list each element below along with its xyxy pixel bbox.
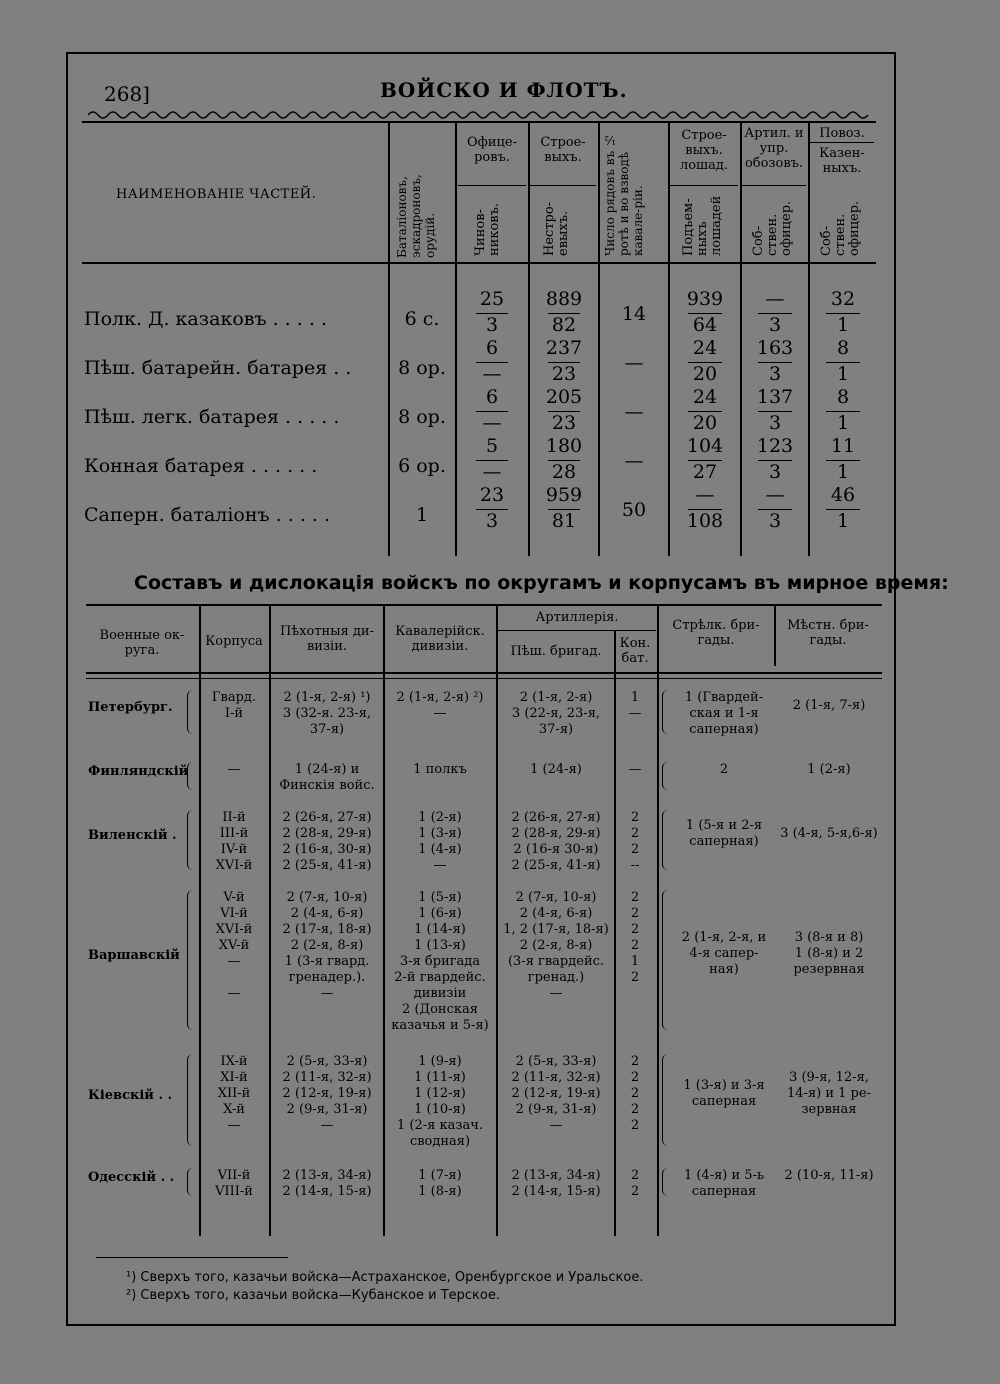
curly-brace (187, 1168, 196, 1196)
t2-pesh-cell: 2 (4-я, 6-я) (519, 906, 593, 921)
t2-strelk-cell: саперная) (689, 834, 759, 849)
col-header-officers-sub: Чинов-никовъ. (473, 202, 502, 256)
row-com-bottom: 28 (551, 461, 577, 483)
okrug-name: Виленскій . (88, 828, 177, 843)
fraction-line (476, 460, 508, 461)
row-art-bottom: 3 (768, 363, 782, 385)
t2-korpus-cell: Гвард. (211, 690, 257, 705)
row-kaz-top: 11 (830, 435, 856, 457)
t2-pesh-cell: (3-я гвардейс. (507, 954, 605, 969)
t2-korpus-cell: III-й (219, 826, 249, 841)
row-art-top: — (765, 484, 785, 506)
t2-kon-cell: 2 (630, 826, 640, 841)
t2-pesh-cell: 2 (11-я, 32-я) (511, 1070, 601, 1085)
col-header-horses: Строе-выхъ. лошад. (679, 128, 729, 173)
row-kaz-bottom: 1 (836, 461, 850, 483)
t2-pesh-cell: 2 (2-я, 8-я) (519, 938, 593, 953)
t2-mestn-cell: 1 (8-я) и 2 (794, 946, 864, 961)
t2-pekh-cell: Финскія войс. (279, 778, 375, 793)
row-bat: 6 с. (404, 308, 440, 330)
t2-mestn-cell: 14-я) и 1 ре- (787, 1086, 871, 1101)
fraction-line (826, 362, 860, 363)
t2-pekh-cell: 2 (2-я, 8-я) (290, 938, 364, 953)
t2-pesh-cell: 2 (7-я, 10-я) (515, 890, 597, 905)
t2-pesh-cell: 2 (14-я, 15-я) (511, 1184, 601, 1199)
t2-korpus-cell: — (227, 954, 241, 969)
t2-kon-cell: 2 (630, 1168, 640, 1183)
t2-header-artil: Артиллерія. (535, 610, 619, 625)
t2-korpus-cell: XVI-й (215, 922, 253, 937)
t2-header-okrug: Военные ок-руга. (99, 628, 185, 658)
t2-kav-cell: 1 полкъ (413, 762, 467, 777)
t2-header-artil-pesh: Пѣш. бригад. (510, 644, 602, 659)
curly-brace (662, 690, 669, 734)
row-ranks: — (624, 401, 644, 423)
okrug-name: Одесскій . . (88, 1170, 175, 1185)
row-hor-top: 939 (686, 288, 724, 310)
row-art-top: 163 (756, 337, 794, 359)
fraction-line (548, 411, 580, 412)
t2-pesh-cell: 2 (5-я, 33-я) (515, 1054, 597, 1069)
t2-korpus-cell: XV-й (218, 938, 250, 953)
t2-mestn-cell: 2 (1-я, 7-я) (792, 698, 866, 713)
t2-kav-cell: 1 (5-я) (418, 890, 462, 905)
t2-kav-cell: 1 (12-я) (414, 1086, 466, 1101)
t2-kav-cell: 1 (2-я казач. (397, 1118, 483, 1133)
t2-pekh-cell: 2 (14-я, 15-я) (282, 1184, 372, 1199)
t2-pekh-cell: 2 (28-я, 29-я) (282, 826, 372, 841)
col-header-kazen: Казен-ныхъ. (819, 146, 865, 176)
t2-pekh-cell: 1 (3-я гвард. (284, 954, 370, 969)
page-title: ВОЙСКО И ФЛОТЪ. (380, 78, 628, 102)
t2-pekh-cell: 3 (32-я. 23-я, (282, 706, 372, 721)
curly-brace (187, 890, 196, 1030)
t2-header-pekh: Пѣхотныя ди-визіи. (280, 624, 374, 654)
t2-pesh-cell: гренад.) (527, 970, 585, 985)
t2-strelk-cell: 1 (Гвардей- (684, 690, 764, 705)
t2-pesh-cell: 2 (25-я, 41-я) (511, 858, 601, 873)
t2-pekh-cell: 2 (17-я, 18-я) (282, 922, 372, 937)
row-com-top: 959 (545, 484, 583, 506)
row-ranks: 50 (621, 499, 647, 521)
t2-pekh-cell: 37-я) (309, 722, 345, 737)
t2-header-mestn: Мѣстн. бри-гады. (787, 618, 869, 648)
t2-pesh-cell: 37-я) (538, 722, 574, 737)
fraction-line (826, 509, 860, 510)
t2-pekh-cell: гренадер.). (288, 970, 366, 985)
t2-korpus-cell: XVI-й (215, 858, 253, 873)
t2-kav-cell: 2 (1-я, 2-я) ²) (396, 690, 484, 705)
t2-kon-cell: 2 (630, 890, 640, 905)
t2-mestn-cell: 1 (2-я) (807, 762, 851, 777)
row-ranks: — (624, 450, 644, 472)
t2-pesh-cell: — (549, 986, 563, 1001)
t2-kon-cell: 2 (630, 906, 640, 921)
t2-pesh-cell: 1, 2 (17-я, 18-я) (503, 922, 609, 937)
t2-pekh-cell: 2 (9-я, 31-я) (286, 1102, 368, 1117)
okrug-name: Финляндскій (88, 764, 189, 779)
t2-kon-cell: 2 (630, 922, 640, 937)
t2-strelk-cell: саперная) (689, 722, 759, 737)
col-header-ranks: Число рядовъ въ ½ ротѣ и во взводѣ кавале-ріи. (603, 133, 645, 256)
fraction-line (758, 509, 792, 510)
fraction-line (476, 411, 508, 412)
t2-kav-cell: 1 (14-я) (414, 922, 466, 937)
t2-pesh-cell: 2 (16-я 30-я) (513, 842, 599, 857)
t2-pesh-cell: 2 (12-я, 19-я) (511, 1086, 601, 1101)
col-header-officers: Офице-ровъ. (467, 135, 517, 165)
row-off-top: 25 (479, 288, 505, 310)
col-header-horses-sub: Подъем-ныхъ лошадей (681, 195, 724, 256)
t2-pekh-cell: — (320, 986, 334, 1001)
row-kaz-bottom: 1 (836, 363, 850, 385)
t2-strelk-cell: 1 (3-я) и 3-я (683, 1078, 765, 1093)
t2-kon-cell: 2 (630, 1102, 640, 1117)
row-name: Пѣш. батарейн. батарея . . (84, 357, 352, 379)
t2-korpus-cell: — (227, 762, 241, 777)
row-off-top: 6 (485, 386, 499, 408)
t2-mestn-cell: 2 (10-я, 11-я) (784, 1168, 874, 1183)
t2-kon-cell: 2 (630, 938, 640, 953)
fraction-line (688, 509, 722, 510)
row-hor-bottom: 20 (692, 412, 718, 434)
col-header-combat-sub: Нестро-евыхъ. (542, 201, 571, 256)
col-header-combat: Строе-выхъ. (540, 135, 586, 165)
t2-pekh-cell: 2 (26-я, 27-я) (282, 810, 372, 825)
t2-kav-cell: 1 (10-я) (414, 1102, 466, 1117)
t2-korpus-cell: X-й (223, 1102, 245, 1117)
fraction-line (826, 411, 860, 412)
fraction-line (688, 460, 722, 461)
t2-kon-cell: -- (630, 858, 640, 873)
row-hor-top: 104 (686, 435, 724, 457)
col-header-kazen-sub: Соб-ствен. офицер. (819, 200, 862, 256)
t2-kav-cell: 1 (4-я) (418, 842, 462, 857)
t2-kon-cell: 2 (630, 810, 640, 825)
row-off-top: 5 (485, 435, 499, 457)
t2-pesh-cell: 1 (24-я) (530, 762, 582, 777)
t2-kon-cell: 2 (630, 1118, 640, 1133)
t2-pekh-cell: 2 (1-я, 2-я) ¹) (283, 690, 371, 705)
t2-pekh-cell: 1 (24-я) и (294, 762, 360, 777)
t2-pekh-cell: 2 (5-я, 33-я) (286, 1054, 368, 1069)
row-com-top: 237 (545, 337, 583, 359)
t2-kav-cell: 1 (7-я) (418, 1168, 462, 1183)
t2-kon-cell: 2 (630, 1070, 640, 1085)
row-kaz-top: 8 (836, 386, 850, 408)
t2-korpus-cell: I-й (224, 706, 244, 721)
row-com-top: 205 (545, 386, 583, 408)
row-bat: 1 (415, 504, 429, 526)
t2-korpus-cell: IV-й (220, 842, 248, 857)
fraction-line (688, 411, 722, 412)
fraction-line (548, 509, 580, 510)
col-header-bat: Баталіоновъ, эскадроновъ, орудій. (395, 174, 437, 258)
fraction-line (476, 313, 508, 314)
fraction-line (476, 362, 508, 363)
row-kaz-top: 32 (830, 288, 856, 310)
row-kaz-top: 8 (836, 337, 850, 359)
t2-pekh-cell: 2 (16-я, 30-я) (282, 842, 372, 857)
t2-korpus-cell: — (227, 1118, 241, 1133)
row-ranks: 14 (621, 303, 647, 325)
col-header-povoz: Повоз. (819, 126, 865, 141)
t2-korpus-cell: II-й (222, 810, 246, 825)
t2-kav-cell: 1 (2-я) (418, 810, 462, 825)
t2-korpus-cell: VIII-й (215, 1184, 253, 1199)
col-header-name: НАИМЕНОВАНІЕ ЧАСТЕЙ. (116, 187, 317, 202)
row-name: Саперн. баталіонъ . . . . . (84, 504, 331, 526)
row-hor-bottom: 108 (686, 510, 724, 532)
t2-kav-cell: 1 (3-я) (418, 826, 462, 841)
fraction-line (476, 509, 508, 510)
curly-brace (187, 1054, 196, 1146)
t2-mestn-cell: зервная (801, 1102, 857, 1117)
row-hor-top: 24 (692, 386, 718, 408)
t2-strelk-cell: 2 (719, 762, 729, 777)
row-off-bottom: — (482, 363, 502, 385)
t2-kav-cell: 3-я бригада (399, 954, 481, 969)
t2-kon-cell: 2 (630, 1184, 640, 1199)
row-name: Полк. Д. казаковъ . . . . . (84, 308, 327, 330)
row-hor-bottom: 64 (692, 314, 718, 336)
t2-kav-cell: 1 (11-я) (414, 1070, 466, 1085)
t2-strelk-cell: 2 (1-я, 2-я, и (681, 930, 767, 945)
t2-strelk-cell: саперная (691, 1184, 757, 1199)
t2-kav-cell: 1 (9-я) (418, 1054, 462, 1069)
t2-pekh-cell: — (320, 1118, 334, 1133)
t2-kon-cell: 2 (630, 842, 640, 857)
row-kaz-top: 46 (830, 484, 856, 506)
fraction-line (758, 313, 792, 314)
t2-kav-cell: 1 (8-я) (418, 1184, 462, 1199)
t2-korpus-cell: VI-й (220, 906, 248, 921)
row-art-top: — (765, 288, 785, 310)
okrug-name: Варшавскій (88, 948, 180, 963)
row-hor-top: 24 (692, 337, 718, 359)
row-off-top: 6 (485, 337, 499, 359)
row-off-top: 23 (479, 484, 505, 506)
t2-mestn-cell: 3 (4-я, 5-я,6-я) (780, 826, 878, 841)
fraction-line (688, 362, 722, 363)
t2-pesh-cell: 2 (9-я, 31-я) (515, 1102, 597, 1117)
t2-kon-cell: — (628, 762, 642, 777)
t2-kav-cell: 2 (Донская (402, 1002, 478, 1017)
t2-pekh-cell: 2 (4-я, 6-я) (290, 906, 364, 921)
row-art-bottom: 3 (768, 314, 782, 336)
t2-kav-cell: сводная) (409, 1134, 471, 1149)
fraction-line (826, 460, 860, 461)
row-name: Конная батарея . . . . . . (84, 455, 318, 477)
row-hor-bottom: 20 (692, 363, 718, 385)
t2-korpus-cell: XI-й (220, 1070, 248, 1085)
okrug-name: Петербург. (88, 700, 173, 715)
row-kaz-bottom: 1 (836, 314, 850, 336)
t2-kon-cell: — (628, 706, 642, 721)
row-kaz-bottom: 1 (836, 412, 850, 434)
t2-kon-cell: 1 (630, 690, 640, 705)
row-kaz-bottom: 1 (836, 510, 850, 532)
row-hor-top: — (695, 484, 715, 506)
curly-brace (662, 762, 669, 790)
t2-strelk-cell: саперная (691, 1094, 757, 1109)
t2-header-artil-kon: Кон. бат. (619, 636, 651, 666)
footnote-2: ²) Сверхъ того, казачьи войска—Кубанское и Терское. (126, 1288, 500, 1303)
fraction-line (826, 313, 860, 314)
curly-brace (662, 810, 669, 870)
row-off-bottom: 3 (485, 510, 499, 532)
curly-brace (662, 1168, 669, 1196)
row-hor-bottom: 27 (692, 461, 718, 483)
t2-header-kav: Кавалерійск. дивизіи. (395, 624, 485, 654)
row-art-bottom: 3 (768, 510, 782, 532)
fraction-line (548, 313, 580, 314)
t2-mestn-cell: 3 (8-я и 8) (794, 930, 864, 945)
curly-brace (187, 690, 196, 734)
t2-kon-cell: 2 (630, 1086, 640, 1101)
t2-kav-cell: дивизіи (413, 986, 467, 1001)
t2-pekh-cell: 2 (13-я, 34-я) (282, 1168, 372, 1183)
row-com-bottom: 82 (551, 314, 577, 336)
fraction-line (758, 460, 792, 461)
t2-pesh-cell: 2 (28-я, 29-я) (511, 826, 601, 841)
t2-korpus-cell: XII-й (217, 1086, 251, 1101)
t2-pesh-cell: — (549, 1118, 563, 1133)
t2-korpus-cell: IX-й (220, 1054, 248, 1069)
row-com-top: 889 (545, 288, 583, 310)
row-name: Пѣш. легк. батарея . . . . . (84, 406, 340, 428)
fraction-line (548, 362, 580, 363)
t2-kav-cell: — (433, 706, 447, 721)
t2-kav-cell: 1 (13-я) (414, 938, 466, 953)
t2-strelk-cell: ная) (709, 962, 739, 977)
t2-strelk-cell: 1 (4-я) и 5-ь (683, 1168, 765, 1183)
t2-kav-cell: 1 (6-я) (418, 906, 462, 921)
t2-pekh-cell: 2 (11-я, 32-я) (282, 1070, 372, 1085)
row-art-top: 123 (756, 435, 794, 457)
curly-brace (662, 890, 669, 1030)
col-header-artil-sub: Соб-ствен. офицер. (751, 200, 794, 256)
fraction-line (688, 313, 722, 314)
curly-brace (187, 762, 196, 790)
row-art-top: 137 (756, 386, 794, 408)
row-bat: 8 ор. (398, 357, 446, 379)
t2-mestn-cell: резервная (793, 962, 865, 977)
fraction-line (758, 362, 792, 363)
curly-brace (662, 1054, 669, 1146)
page-number: 268] (104, 82, 150, 106)
t2-pesh-cell: 3 (22-я, 23-я, (511, 706, 601, 721)
row-off-bottom: 3 (485, 314, 499, 336)
t2-kav-cell: 2-й гвардейс. (394, 970, 486, 985)
fraction-line (548, 460, 580, 461)
t2-pesh-cell: 2 (26-я, 27-я) (511, 810, 601, 825)
footnote-1: ¹) Сверхъ того, казачьи войска—Астраханское, Оренбургское и Уральское. (126, 1270, 644, 1285)
curly-brace (187, 810, 196, 870)
t2-pesh-cell: 2 (1-я, 2-я) (519, 690, 593, 705)
t2-korpus-cell: — (227, 986, 241, 1001)
t2-strelk-cell: 1 (5-я и 2-я (685, 818, 763, 833)
row-ranks: — (624, 352, 644, 374)
t2-strelk-cell: 4-я сапер- (689, 946, 759, 961)
t2-korpus-cell: V-й (223, 890, 245, 905)
t2-kon-cell: 2 (630, 1054, 640, 1069)
t2-pekh-cell: 2 (7-я, 10-я) (286, 890, 368, 905)
col-header-artil: Артил. и упр. обозовъ. (744, 126, 804, 171)
row-art-bottom: 3 (768, 461, 782, 483)
t2-pekh-cell: 2 (12-я, 19-я) (282, 1086, 372, 1101)
fraction-line (758, 411, 792, 412)
row-bat: 8 ор. (398, 406, 446, 428)
wavy-rule (88, 108, 878, 122)
row-com-bottom: 81 (551, 510, 577, 532)
row-com-bottom: 23 (551, 363, 577, 385)
t2-mestn-cell: 3 (9-я, 12-я, (789, 1070, 869, 1085)
okrug-name: Кіевскій . . (88, 1088, 173, 1103)
section-title: Составъ и дислокація войскъ по округамъ и корпусамъ въ мирное время: (134, 572, 949, 594)
row-com-top: 180 (545, 435, 583, 457)
t2-pekh-cell: 2 (25-я, 41-я) (282, 858, 372, 873)
t2-kon-cell: 1 (630, 954, 640, 969)
row-off-bottom: — (482, 461, 502, 483)
t2-header-strelk: Стрѣлк. бри-гады. (672, 618, 760, 648)
t2-header-korpus: Корпуса (205, 634, 263, 649)
t2-korpus-cell: VII-й (217, 1168, 251, 1183)
row-bat: 6 ор. (398, 455, 446, 477)
t2-strelk-cell: ская и 1-я (689, 706, 759, 721)
t2-kav-cell: казачья и 5-я) (391, 1018, 489, 1033)
t2-kav-cell: — (433, 858, 447, 873)
row-off-bottom: — (482, 412, 502, 434)
row-com-bottom: 23 (551, 412, 577, 434)
t2-kon-cell: 2 (630, 970, 640, 985)
t2-pesh-cell: 2 (13-я, 34-я) (511, 1168, 601, 1183)
row-art-bottom: 3 (768, 412, 782, 434)
